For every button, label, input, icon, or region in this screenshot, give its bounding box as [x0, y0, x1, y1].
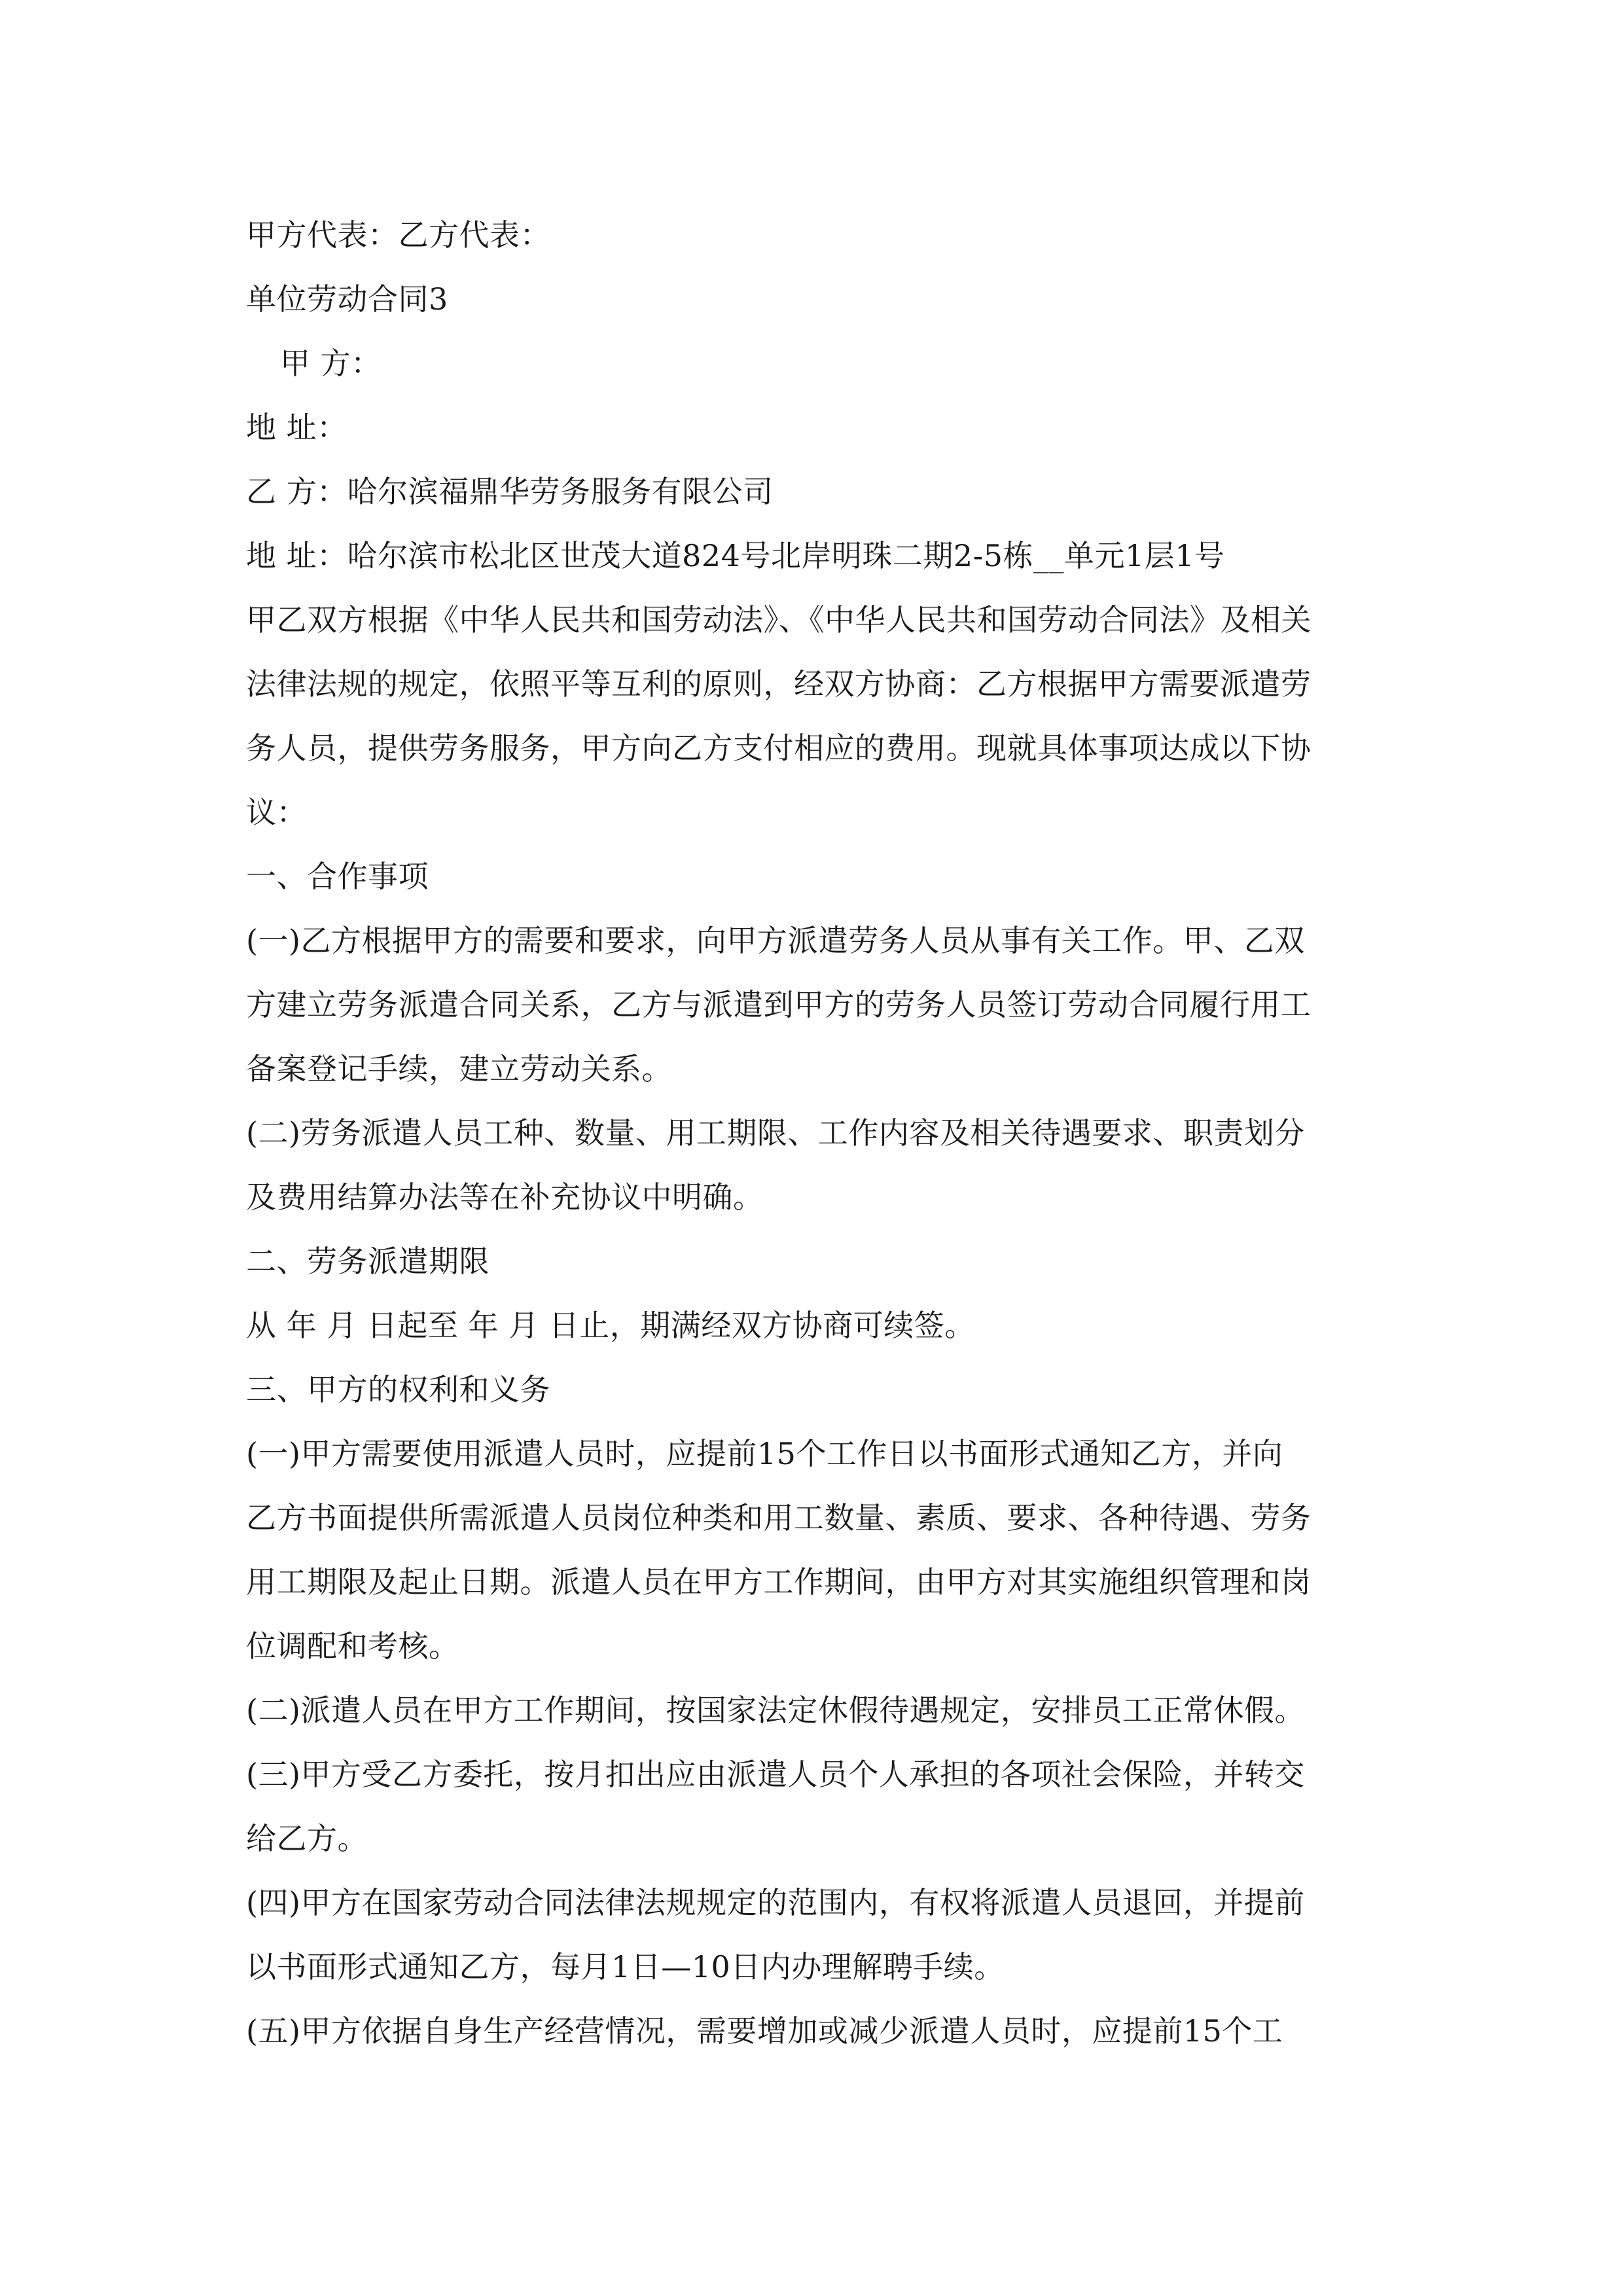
paragraph-line: 给乙方。	[246, 1821, 368, 1856]
paragraph-line: 及费用结算办法等在补充协议中明确。	[246, 1179, 764, 1215]
document-body	[246, 203, 1385, 2063]
paragraph-line: (一)甲方需要使用派遣人员时，应提前15个工作日以书面形式通知乙方，并向	[246, 1436, 1283, 1471]
paragraph-line: (三)甲方受乙方委托，按月扣出应由派遣人员个人承担的各项社会保险，并转交	[246, 1757, 1305, 1792]
party-b-address: 地 址：哈尔滨市松北区世茂大道824号北岸明珠二期2-5栋__单元1层1号	[246, 538, 1225, 573]
paragraph-line: 从 年 月 日起至 年 月 日止，期满经双方协商可续签。	[246, 1308, 975, 1343]
paragraph-line: 法律法规的规定，依照平等互利的原则，经双方协商：乙方根据甲方需要派遣劳	[246, 666, 1311, 702]
section-heading: 二、劳务派遣期限	[246, 1244, 490, 1279]
paragraph-line: (二)劳务派遣人员工种、数量、用工期限、工作内容及相关待遇要求、职责划分	[246, 1115, 1305, 1151]
section-heading: 三、甲方的权利和义务	[246, 1372, 550, 1407]
party-a-label: 甲 方：	[280, 346, 382, 381]
signature-line: 甲方代表：乙方代表：	[246, 217, 550, 253]
paragraph-line: 位调配和考核。	[246, 1628, 459, 1664]
paragraph-line: (五)甲方依据自身生产经营情况，需要增加或减少派遣人员时，应提前15个工	[246, 2013, 1283, 2049]
paragraph-line: 甲乙双方根据《中华人民共和国劳动法》、《中华人民共和国劳动合同法》及相关	[246, 602, 1311, 637]
paragraph-line: 乙方书面提供所需派遣人员岗位种类和用工数量、素质、要求、各种待遇、劳务	[246, 1500, 1311, 1535]
contract-title: 单位劳动合同3	[246, 281, 448, 317]
paragraph-line: 议：	[246, 795, 307, 830]
party-b-label: 乙 方：哈尔滨福鼎华劳务服务有限公司	[246, 474, 774, 509]
paragraph-line: (二)派遣人员在甲方工作期间，按国家法定休假待遇规定，安排员工正常休假。	[246, 1693, 1305, 1728]
paragraph-line: 方建立劳务派遣合同关系，乙方与派遣到甲方的劳务人员签订劳动合同履行用工	[246, 987, 1311, 1022]
paragraph-line: 用工期限及起止日期。派遣人员在甲方工作期间，由甲方对其实施组织管理和岗	[246, 1564, 1311, 1600]
party-a-address: 地 址：	[246, 410, 348, 445]
paragraph-line: 务人员，提供劳务服务，甲方向乙方支付相应的费用。现就具体事项达成以下协	[246, 730, 1311, 766]
paragraph-line: 备案登记手续，建立劳动关系。	[246, 1051, 672, 1086]
paragraph-line: 以书面形式通知乙方，每月1日—10日内办理解聘手续。	[246, 1949, 1005, 1984]
paragraph-line: (四)甲方在国家劳动合同法律法规规定的范围内，有权将派遣人员退回，并提前	[246, 1885, 1305, 1920]
paragraph-line: (一)乙方根据甲方的需要和要求，向甲方派遣劳务人员从事有关工作。甲、乙双	[246, 923, 1305, 958]
section-heading: 一、合作事项	[246, 859, 429, 894]
